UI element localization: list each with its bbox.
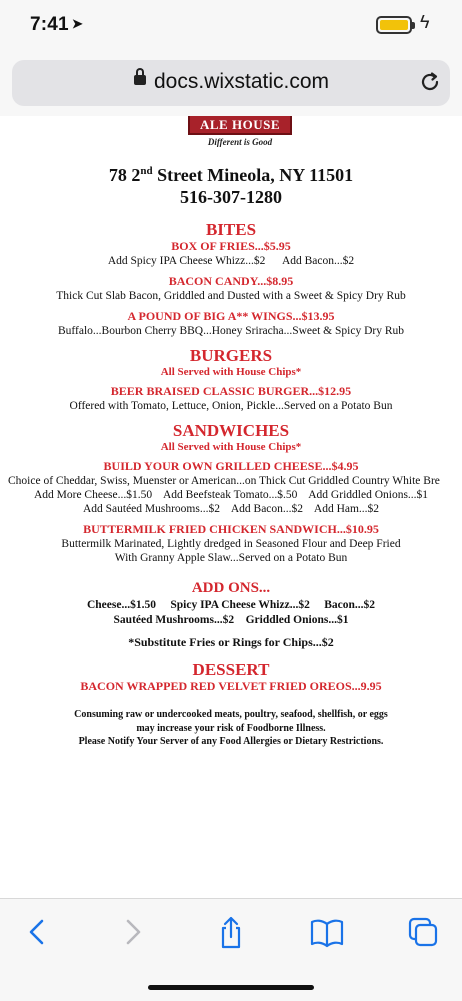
clock-time: 7:41 bbox=[30, 14, 69, 35]
logo-name: ALE HOUSE bbox=[188, 116, 292, 135]
item-title: BEER BRAISED CLASSIC BURGER...$12.95 bbox=[110, 384, 352, 398]
notice-line: may increase your risk of Foodborne Illness. bbox=[136, 722, 326, 734]
notice-line: Please Notify Your Server of any Food Allergies or Dietary Restrictions. bbox=[78, 736, 384, 747]
section-subtitle: All Served with House Chips* bbox=[160, 441, 302, 453]
tabs-icon[interactable] bbox=[404, 915, 444, 949]
reload-icon[interactable] bbox=[417, 69, 443, 95]
logo-tagline: Different is Good bbox=[207, 137, 273, 147]
item-description: Buttermilk Marinated, Lightly dredged in Seasoned Flour and Deep Fried bbox=[61, 538, 401, 550]
notice-line: Consuming raw or undercooked meats, poultry, seafood, shellfish, or eggs bbox=[74, 709, 388, 720]
browser-toolbar bbox=[0, 898, 462, 1001]
item-description: Add More Cheese...$1.50 Add Beefsteak Tomato...$.50 Add Griddled Onions...$1 bbox=[33, 489, 429, 501]
item-title: A POUND OF BIG A** WINGS...$13.95 bbox=[127, 309, 335, 323]
item-description: With Granny Apple Slaw...Served on a Potato Bun bbox=[114, 552, 348, 564]
address-bar[interactable] bbox=[12, 60, 450, 106]
forward-icon[interactable] bbox=[112, 915, 152, 949]
back-icon[interactable] bbox=[18, 915, 58, 949]
allergy-notice bbox=[0, 708, 462, 749]
section-title-burgers: BURGERS bbox=[189, 346, 273, 365]
addons-line: Sautéed Mushrooms...$2 Griddled Onions...$1 bbox=[113, 613, 349, 626]
item-description: Choice of Cheddar, Swiss, Muenster or American...on Thick Cut Griddled Country White Bre bbox=[8, 475, 440, 487]
section-title-addons: ADD ONS... bbox=[191, 580, 271, 596]
section-title-sandwiches: SANDWICHES bbox=[172, 421, 290, 440]
clock bbox=[30, 14, 83, 36]
section-subtitle: All Served with House Chips* bbox=[160, 366, 302, 378]
address: 78 2nd Street Mineola, NY 11501 bbox=[108, 165, 354, 185]
menu bbox=[0, 160, 462, 749]
item-title: BUILD YOUR OWN GRILLED CHEESE...$4.95 bbox=[103, 459, 359, 473]
addons-line: Cheese...$1.50 Spicy IPA Cheese Whizz...$2 Bacon...$2 bbox=[86, 599, 376, 611]
section-title-dessert: DESSERT bbox=[192, 660, 270, 679]
status-bar bbox=[0, 0, 462, 56]
document-page bbox=[0, 116, 462, 898]
item-description: Buffalo...Bourbon Cherry BBQ...Honey Sriracha...Sweet & Spicy Dry Rub bbox=[57, 325, 405, 337]
item-title: BUTTERMILK FRIED CHICKEN SANDWICH...$10.95 bbox=[83, 522, 379, 536]
item-description: Thick Cut Slab Bacon, Griddled and Dusted with a Sweet & Spicy Dry Rub bbox=[56, 290, 406, 302]
item-title: BACON WRAPPED RED VELVET FRIED OREOS...9.95 bbox=[80, 679, 382, 693]
section-title-bites: BITES bbox=[205, 220, 257, 239]
item-description: Add Sautéed Mushrooms...$2 Add Bacon...$2 Add Ham...$2 bbox=[82, 503, 380, 515]
item-title: BOX OF FRIES...$5.95 bbox=[171, 239, 291, 253]
item-title: BACON CANDY...$8.95 bbox=[168, 274, 294, 288]
phone-number: 516-307-1280 bbox=[180, 187, 282, 207]
substitute-note: *Substitute Fries or Rings for Chips...$2 bbox=[128, 635, 334, 649]
battery-icon bbox=[376, 16, 412, 34]
browser-chrome bbox=[0, 56, 462, 117]
lock-icon bbox=[134, 75, 146, 85]
bookmarks-icon[interactable] bbox=[307, 915, 347, 949]
item-description: Add Spicy IPA Cheese Whizz...$2 Add Bacon...$2 bbox=[107, 255, 355, 267]
restaurant-logo bbox=[180, 116, 300, 146]
home-indicator bbox=[148, 985, 314, 990]
charging-icon: ϟ bbox=[420, 12, 430, 32]
location-arrow-icon: ➤ bbox=[71, 16, 83, 31]
item-description: Offered with Tomato, Lettuce, Onion, Pickle...Served on a Potato Bun bbox=[69, 400, 393, 412]
share-icon[interactable] bbox=[211, 915, 251, 949]
url-text[interactable]: docs.wixstatic.com bbox=[154, 70, 330, 93]
